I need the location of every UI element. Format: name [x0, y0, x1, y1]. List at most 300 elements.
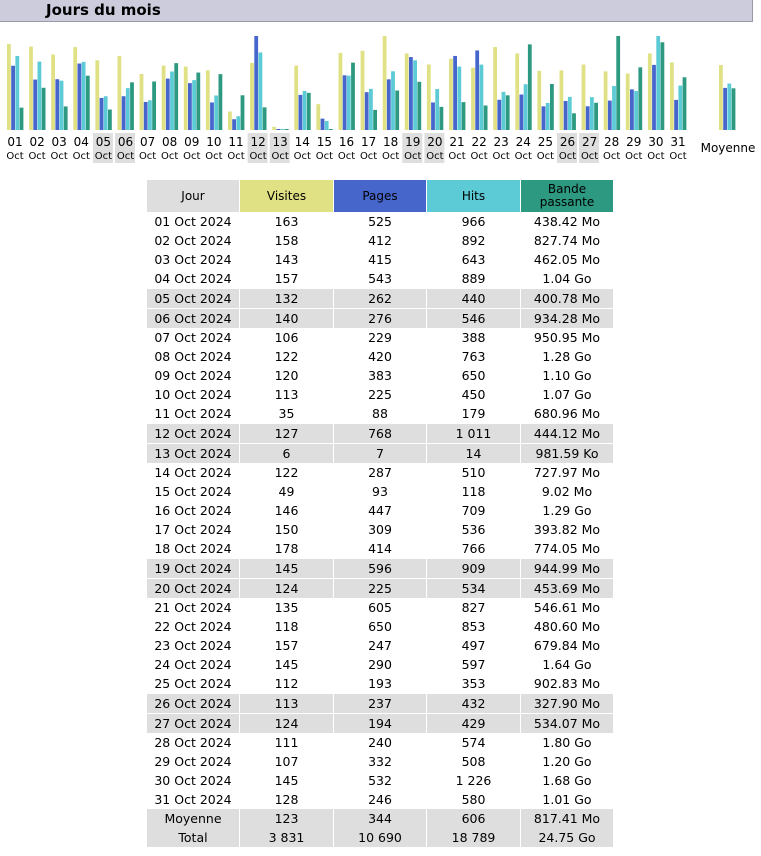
- bar-hits: [391, 71, 395, 130]
- cell-hits: 766: [461, 541, 486, 556]
- table-row: [147, 423, 613, 443]
- cell-pages: 287: [368, 465, 392, 480]
- tick-label-day: 25: [537, 135, 554, 149]
- cell-visites: 157: [274, 271, 299, 286]
- tick-label-month: Oct: [558, 151, 577, 162]
- cell-visites: 158: [274, 233, 299, 248]
- cell-visites: 118: [274, 619, 299, 634]
- cell-jour: 12 Oct 2024: [147, 423, 239, 443]
- tick-label-month: Oct: [6, 151, 24, 162]
- cell-visites: 127: [240, 423, 333, 443]
- table-row: [147, 443, 613, 463]
- tick-label-month: Oct: [580, 151, 599, 162]
- cell-hits: 606: [427, 809, 520, 828]
- cell-pages: 246: [368, 792, 392, 807]
- cell-visites: 128: [274, 792, 299, 807]
- bar-pages: [33, 80, 37, 130]
- cell-pages: 194: [334, 713, 426, 733]
- tick-label-month: Oct: [337, 151, 356, 162]
- tick-label-month: Oct: [404, 151, 422, 162]
- bar-average-hits: [727, 84, 731, 130]
- cell-pages: 414: [368, 541, 392, 556]
- bar-hits: [590, 97, 594, 130]
- cell-hits: 118: [461, 484, 486, 499]
- cell-hits: 643: [461, 252, 486, 267]
- tick-label-day: 13: [272, 135, 288, 149]
- cell-visites: 35: [278, 406, 295, 421]
- cell-pages: 240: [368, 735, 392, 750]
- cell-hits: 450: [461, 387, 486, 402]
- cell-visites: 112: [274, 676, 299, 691]
- cell-pages: 596: [334, 558, 426, 578]
- tick-label-month: Oct: [50, 151, 68, 162]
- cell-pages: 93: [372, 484, 388, 499]
- bar-visites: [162, 66, 166, 130]
- cell-pages: 225: [334, 578, 426, 598]
- table-row: [147, 404, 613, 423]
- cell-visites: 143: [274, 252, 299, 267]
- bar-bande: [462, 102, 466, 130]
- cell-pages: 237: [334, 693, 426, 713]
- cell-pages: 412: [368, 233, 392, 248]
- bar-hits: [369, 89, 373, 130]
- cell-visites: 113: [274, 387, 299, 402]
- cell-jour: 09 Oct 2024: [154, 368, 232, 383]
- title-bar: [0, 0, 753, 22]
- bar-pages: [453, 56, 457, 130]
- header-pages: Pages: [334, 180, 426, 212]
- bar-bande: [683, 77, 687, 130]
- bar-bande: [307, 93, 311, 130]
- tick-label-month: Oct: [382, 151, 400, 162]
- cell-hits: 536: [461, 522, 486, 537]
- bar-bande: [440, 107, 444, 130]
- bar-bande: [638, 67, 642, 130]
- bar-hits: [126, 88, 130, 130]
- cell-bande: 1.10 Go: [542, 368, 592, 383]
- bar-visites: [648, 53, 652, 130]
- tick-label-month: Oct: [116, 151, 135, 162]
- cell-bande: 944.99 Mo: [521, 558, 613, 578]
- bar-pages: [232, 119, 236, 130]
- cell-bande: 679.84 Mo: [533, 638, 601, 653]
- tick-label-day: 12: [250, 135, 266, 149]
- cell-pages: 290: [368, 657, 392, 672]
- tick-label-month: Oct: [514, 151, 532, 162]
- cell-hits: 510: [461, 465, 486, 480]
- bar-pages: [321, 119, 325, 130]
- table-row: [147, 463, 613, 482]
- cell-jour: 19 Oct 2024: [147, 558, 239, 578]
- cell-visites: 3 831: [240, 828, 333, 847]
- cell-pages: 10 690: [334, 828, 426, 847]
- bar-pages: [343, 75, 347, 130]
- bar-pages: [55, 79, 59, 130]
- table-row-total: [147, 828, 613, 847]
- bar-pages: [497, 100, 501, 130]
- cell-hits: 966: [461, 214, 486, 229]
- bar-hits: [457, 67, 461, 130]
- cell-hits: 827: [461, 600, 486, 615]
- cell-pages: 225: [368, 387, 392, 402]
- tick-label-day: 31: [670, 135, 686, 149]
- cell-bande: 981.59 Ko: [521, 443, 613, 463]
- cell-jour: 10 Oct 2024: [154, 387, 232, 402]
- bar-pages: [188, 83, 192, 130]
- bar-hits: [303, 91, 307, 130]
- page-title: Jours du mois: [46, 1, 161, 19]
- cell-hits: 709: [461, 503, 486, 518]
- cell-hits: 597: [461, 657, 486, 672]
- bar-bande: [329, 129, 333, 130]
- bar-visites: [95, 60, 99, 130]
- bar-bande: [285, 129, 289, 130]
- table-row-average: [147, 809, 613, 828]
- bar-hits: [656, 36, 660, 130]
- cell-pages: 605: [368, 600, 392, 615]
- cell-hits: 909: [427, 558, 520, 578]
- cell-hits: 574: [461, 735, 486, 750]
- tick-label-month: Oct: [161, 151, 179, 162]
- cell-visites: 113: [240, 693, 333, 713]
- table-row: [147, 674, 613, 693]
- bar-pages: [409, 57, 413, 130]
- bar-hits: [236, 116, 240, 130]
- bar-bande: [86, 76, 90, 130]
- tick-label-day: 22: [471, 135, 487, 149]
- cell-visites: 107: [274, 754, 299, 769]
- cell-bande: 934.28 Mo: [521, 308, 613, 328]
- bar-bande: [64, 106, 68, 130]
- table-row: [147, 482, 613, 501]
- cell-bande: 1.64 Go: [542, 657, 592, 672]
- bar-average-visites: [719, 65, 723, 130]
- bar-visites: [294, 66, 298, 130]
- table-row: [147, 501, 613, 520]
- bar-hits: [148, 100, 152, 130]
- cell-bande: 546.61 Mo: [533, 600, 601, 615]
- bar-visites: [339, 53, 343, 130]
- table-row: [147, 693, 613, 713]
- bar-pages: [564, 101, 568, 130]
- cell-jour: 11 Oct 2024: [154, 406, 232, 421]
- bar-pages: [365, 92, 369, 130]
- bar-pages: [276, 129, 280, 130]
- bar-visites: [7, 44, 11, 130]
- cell-hits: 18 789: [427, 828, 520, 847]
- bar-hits: [214, 95, 218, 130]
- cell-hits: 1 011: [427, 423, 520, 443]
- cell-bande: 393.82 Mo: [533, 522, 601, 537]
- cell-bande: 1.80 Go: [542, 735, 592, 750]
- bar-hits: [524, 84, 528, 130]
- bar-hits: [568, 97, 572, 130]
- bar-bande: [152, 82, 156, 130]
- cell-visites: 163: [274, 214, 299, 229]
- daily-chart: [0, 22, 761, 167]
- cell-hits: 353: [461, 676, 486, 691]
- bar-bande: [594, 103, 598, 130]
- bar-hits: [281, 129, 285, 130]
- cell-bande: 9.02 Mo: [541, 484, 593, 499]
- bar-visites: [51, 54, 55, 130]
- bar-pages: [630, 89, 634, 130]
- bar-visites: [228, 112, 232, 130]
- table-row: [147, 655, 613, 674]
- cell-jour: 02 Oct 2024: [154, 233, 232, 248]
- bar-hits: [678, 86, 682, 130]
- bar-visites: [405, 53, 409, 130]
- table-row: [147, 733, 613, 752]
- table-row: [147, 790, 613, 809]
- bar-bande: [506, 95, 510, 130]
- cell-visites: 145: [274, 657, 299, 672]
- tick-label-month: Oct: [536, 151, 555, 162]
- cell-jour: 18 Oct 2024: [154, 541, 232, 556]
- header-bande-passante: [521, 180, 613, 212]
- bar-visites: [140, 74, 144, 130]
- cell-hits: 650: [461, 368, 486, 383]
- bar-hits: [60, 81, 64, 130]
- tick-label-day: 14: [294, 135, 310, 149]
- tick-label-day: 27: [581, 135, 598, 149]
- cell-visites: 178: [274, 541, 299, 556]
- tick-label-day: 06: [117, 135, 134, 149]
- tick-label-day: 26: [559, 135, 576, 149]
- tick-label-day: 04: [73, 135, 89, 149]
- bar-visites: [206, 70, 210, 130]
- header-hits: Hits: [427, 180, 520, 212]
- cell-jour: 26 Oct 2024: [147, 693, 239, 713]
- tick-label-month: Oct: [183, 151, 201, 162]
- bar-hits: [192, 80, 196, 130]
- bar-pages: [475, 50, 479, 130]
- cell-pages: 262: [334, 288, 426, 308]
- cell-jour: 17 Oct 2024: [154, 522, 232, 537]
- bar-visites: [604, 71, 608, 130]
- bar-pages: [78, 64, 82, 130]
- stats-table: [146, 180, 614, 847]
- cell-hits: 429: [427, 713, 520, 733]
- bar-pages: [387, 79, 391, 130]
- bar-hits: [38, 62, 42, 130]
- table-row: [147, 520, 613, 539]
- bar-visites: [493, 47, 497, 130]
- cell-jour: 13 Oct 2024: [147, 443, 239, 463]
- bar-visites: [471, 68, 475, 130]
- cell-jour: 06 Oct 2024: [147, 308, 239, 328]
- cell-hits: 432: [427, 693, 520, 713]
- tick-label-day: 29: [626, 135, 642, 149]
- bar-visites: [427, 65, 431, 130]
- cell-pages: 88: [372, 406, 388, 421]
- cell-jour: 15 Oct 2024: [154, 484, 232, 499]
- cell-bande: 827.74 Mo: [533, 233, 601, 248]
- bar-visites: [361, 51, 365, 130]
- bar-pages: [254, 36, 258, 130]
- cell-jour: 22 Oct 2024: [154, 619, 232, 634]
- cell-pages: 650: [368, 619, 392, 634]
- tick-label-month: Oct: [94, 151, 113, 162]
- cell-pages: 420: [368, 349, 392, 364]
- bar-bande: [20, 108, 24, 130]
- cell-bande: 902.83 Mo: [533, 676, 601, 691]
- bar-visites: [250, 63, 254, 130]
- cell-jour: Total: [147, 828, 239, 847]
- cell-visites: 111: [274, 735, 299, 750]
- tick-label-month: Oct: [470, 151, 488, 162]
- cell-bande: 453.69 Mo: [521, 578, 613, 598]
- bar-pages: [144, 102, 148, 130]
- cell-visites: 146: [274, 503, 299, 518]
- bar-bande: [196, 73, 200, 130]
- table-row: [147, 771, 613, 790]
- bar-hits: [325, 121, 329, 130]
- table-row: [147, 558, 613, 578]
- table-row: [147, 250, 613, 269]
- bar-pages: [542, 106, 546, 130]
- cell-hits: 440: [427, 288, 520, 308]
- cell-bande: 327.90 Mo: [521, 693, 613, 713]
- cell-hits: 546: [427, 308, 520, 328]
- table-row: [147, 636, 613, 655]
- tick-label-month: Oct: [359, 151, 378, 162]
- cell-hits: 892: [461, 233, 486, 248]
- tick-label-day: 21: [449, 135, 465, 149]
- header-bande-passante-label: Bande passante: [539, 182, 595, 209]
- cell-pages: 344: [334, 809, 426, 828]
- cell-jour: 30 Oct 2024: [154, 773, 232, 788]
- cell-bande: 727.97 Mo: [533, 465, 601, 480]
- tick-label-month: Oct: [625, 151, 643, 162]
- table-row: [147, 617, 613, 636]
- tick-label-day: 09: [184, 135, 200, 149]
- tick-label-month: Oct: [271, 151, 289, 162]
- bar-bande: [241, 95, 245, 130]
- cell-bande: 680.96 Mo: [533, 406, 601, 421]
- cell-jour: 21 Oct 2024: [154, 600, 232, 615]
- bar-visites: [316, 104, 320, 130]
- bar-pages: [586, 106, 590, 130]
- cell-hits: 580: [461, 792, 486, 807]
- tick-label-day: 28: [604, 135, 620, 149]
- table-row: [147, 752, 613, 771]
- cell-bande: 400.78 Mo: [521, 288, 613, 308]
- cell-jour: 25 Oct 2024: [154, 676, 232, 691]
- cell-bande: 480.60 Mo: [533, 619, 601, 634]
- cell-bande: 817.41 Mo: [521, 809, 613, 828]
- cell-hits: 763: [461, 349, 486, 364]
- tick-label-month: Oct: [669, 151, 687, 162]
- cell-pages: 276: [334, 308, 426, 328]
- cell-pages: 7: [334, 443, 426, 463]
- tick-label-day: 17: [360, 135, 377, 149]
- bar-pages: [122, 96, 126, 130]
- cell-hits: 508: [461, 754, 486, 769]
- cell-pages: 532: [368, 773, 392, 788]
- cell-pages: 247: [368, 638, 392, 653]
- tick-label-month: Oct: [293, 151, 311, 162]
- bar-bande: [219, 74, 223, 130]
- cell-jour: 04 Oct 2024: [154, 271, 232, 286]
- cell-bande: 462.05 Mo: [533, 252, 601, 267]
- cell-pages: 229: [368, 330, 392, 345]
- cell-bande: 950.95 Mo: [533, 330, 601, 345]
- cell-jour: Moyenne: [147, 809, 239, 828]
- tick-label-month: Oct: [315, 151, 334, 162]
- tick-label-month: Oct: [227, 151, 245, 162]
- bar-hits: [435, 89, 439, 130]
- bar-visites: [537, 71, 541, 130]
- bar-visites: [73, 47, 77, 130]
- bar-pages: [100, 98, 104, 130]
- cell-visites: 157: [274, 638, 299, 653]
- chart-svg: [0, 22, 761, 167]
- cell-hits: 889: [461, 271, 486, 286]
- bar-visites: [560, 70, 564, 130]
- bar-bande: [263, 107, 267, 130]
- cell-jour: 08 Oct 2024: [154, 349, 232, 364]
- tick-label-month: Oct: [28, 151, 46, 162]
- bar-bande: [351, 63, 355, 130]
- tick-label-month: Oct: [72, 151, 90, 162]
- bar-bande: [550, 84, 554, 130]
- bar-bande: [572, 113, 576, 130]
- cell-hits: 853: [461, 619, 486, 634]
- cell-bande: 1.04 Go: [542, 271, 592, 286]
- tick-label-day: 02: [29, 135, 45, 149]
- bar-bande: [174, 63, 178, 130]
- bar-bande: [373, 110, 377, 130]
- tick-label-month: Oct: [603, 151, 621, 162]
- cell-pages: 383: [368, 368, 392, 383]
- bar-bande: [417, 82, 421, 130]
- cell-pages: 332: [368, 754, 392, 769]
- tick-label-day: 30: [648, 135, 664, 149]
- tick-label-month: Oct: [647, 151, 665, 162]
- bar-visites: [515, 53, 519, 130]
- cell-pages: 193: [368, 676, 392, 691]
- tick-label-day: 11: [228, 135, 244, 149]
- bar-hits: [480, 65, 484, 130]
- table-row: [147, 328, 613, 347]
- bar-bande: [616, 36, 620, 130]
- table-row: [147, 347, 613, 366]
- bar-visites: [582, 65, 586, 130]
- cell-visites: 49: [278, 484, 295, 499]
- bar-visites: [184, 67, 188, 130]
- bar-visites: [29, 47, 33, 130]
- cell-bande: 774.05 Mo: [533, 541, 601, 556]
- table-row: [147, 539, 613, 558]
- table-row: [147, 231, 613, 250]
- bar-bande: [395, 91, 399, 130]
- bar-hits: [347, 76, 351, 130]
- cell-jour: 16 Oct 2024: [154, 503, 232, 518]
- cell-visites: 6: [240, 443, 333, 463]
- cell-pages: 309: [368, 522, 392, 537]
- cell-jour: 01 Oct 2024: [154, 214, 232, 229]
- tick-label-day: 03: [51, 135, 67, 149]
- cell-hits: 1 226: [455, 773, 492, 788]
- cell-jour: 24 Oct 2024: [154, 657, 232, 672]
- cell-bande: 1.28 Go: [542, 349, 592, 364]
- table-row: [147, 269, 613, 288]
- bar-bande: [484, 105, 488, 130]
- cell-pages: 543: [368, 271, 392, 286]
- cell-visites: 123: [240, 809, 333, 828]
- tick-label-day: 10: [206, 135, 222, 149]
